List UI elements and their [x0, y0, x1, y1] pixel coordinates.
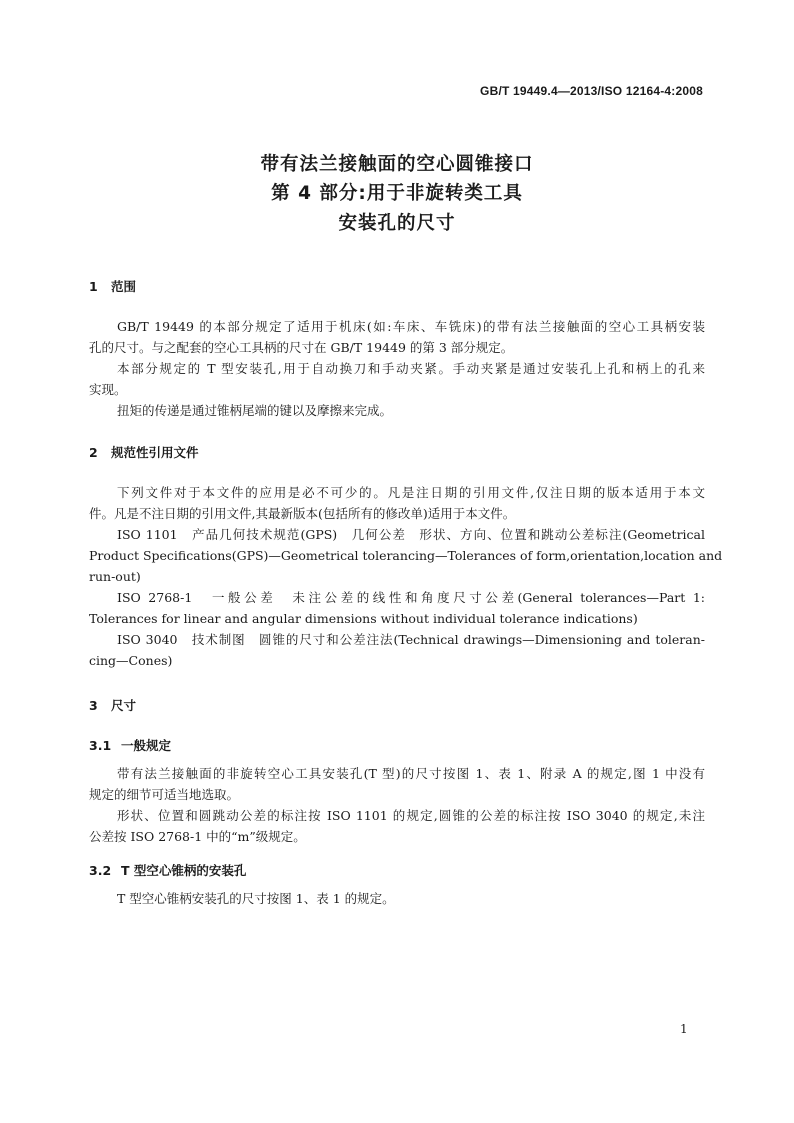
s2-ref1-line3: run-out) [89, 569, 141, 584]
section-3-2-title: T 型空心锥柄的安装孔 [121, 863, 247, 878]
s31-p1-line1: 带有法兰接触面的非旋转空心工具安装孔(T 型)的尺寸按图 1、表 1、附录 A 的规定,图 1 中没有 [117, 766, 705, 781]
section-1-number: 1 [89, 279, 98, 294]
s2-p1-line2: 件。凡是不注日期的引用文件,其最新版本(包括所有的修改单)适用于本文件。 [89, 506, 516, 521]
s1-p1-line1: GB/T 19449 的本部分规定了适用于机床(如:车床、车铣床)的带有法兰接触面的空心工具柄安装 [117, 319, 705, 334]
section-2-body [89, 482, 723, 671]
section-3-1-number: 3.1 [89, 738, 112, 753]
s1-p3-line1: 扭矩的传递是通过锥柄尾端的键以及摩擦来完成。 [117, 403, 393, 418]
section-3-2-heading [89, 861, 246, 879]
s2-p1-line1: 下列文件对于本文件的应用是必不可少的。凡是注日期的引用文件,仅注日期的版本适用于本文 [117, 485, 705, 500]
s31-p2-line1: 形状、位置和圆跳动公差的标注按 ISO 1101 的规定,圆锥的公差的标注按 ISO 3040 的规定,未注 [117, 808, 705, 823]
title-line-1: 带有法兰接触面的空心圆锥接口 [260, 154, 534, 175]
section-1-body [89, 316, 705, 421]
section-2-number: 2 [89, 445, 98, 460]
s1-p2-line1: 本部分规定的 T 型安装孔,用于自动换刀和手动夹紧。手动夹紧是通过安装孔上孔和柄上的孔来 [117, 361, 705, 376]
s2-ref2-line2: Tolerances for linear and angular dimensions without individual tolerance indications) [89, 611, 638, 626]
section-3-2-body [89, 888, 705, 909]
s31-p1-line2: 规定的细节可适当地选取。 [89, 787, 240, 802]
s1-p2-line2: 实现。 [89, 382, 127, 397]
section-1-heading [89, 277, 136, 295]
section-3-title: 尺寸 [111, 698, 137, 713]
s2-ref3-line1: ISO 3040 技术制图 圆锥的尺寸和公差注法(Technical drawings—Dimensioning and toleran- [117, 632, 705, 647]
title-line-2: 第 4 部分:用于非旋转类工具 [271, 183, 523, 204]
s2-ref2-line1: ISO 2768-1 一般公差 未注公差的线性和角度尺寸公差(General tolerances—Part 1: [117, 590, 705, 605]
standard-number: GB/T 19449.4—2013/ISO 12164-4:2008 [480, 84, 703, 98]
section-3-heading [89, 696, 136, 714]
page-number: 1 [680, 1022, 688, 1036]
section-3-number: 3 [89, 698, 98, 713]
s2-ref3-line2: cing—Cones) [89, 653, 173, 668]
s2-ref1-line2: Product Specifications(GPS)—Geometrical tolerancing—Tolerances of form,orientation,location and [89, 548, 723, 563]
section-2-heading [89, 443, 199, 461]
s32-p1-line1: T 型空心锥柄安装孔的尺寸按图 1、表 1 的规定。 [117, 891, 395, 906]
s1-p1-line2: 孔的尺寸。与之配套的空心工具柄的尺寸在 GB/T 19449 的第 3 部分规定。 [89, 340, 514, 355]
s31-p2-line2: 公差按 ISO 2768-1 中的“m”级规定。 [89, 829, 306, 844]
section-3-2-number: 3.2 [89, 863, 112, 878]
section-1-title: 范围 [111, 279, 137, 294]
s2-ref1-line1: ISO 1101 产品几何技术规范(GPS) 几何公差 形状、方向、位置和跳动公差标注(Geometrical [117, 527, 705, 542]
section-3-1-title: 一般规定 [121, 738, 172, 753]
section-2-title: 规范性引用文件 [111, 445, 199, 460]
section-3-1-body [89, 763, 705, 847]
section-3-1-heading [89, 736, 171, 754]
title-line-3: 安装孔的尺寸 [338, 213, 456, 234]
